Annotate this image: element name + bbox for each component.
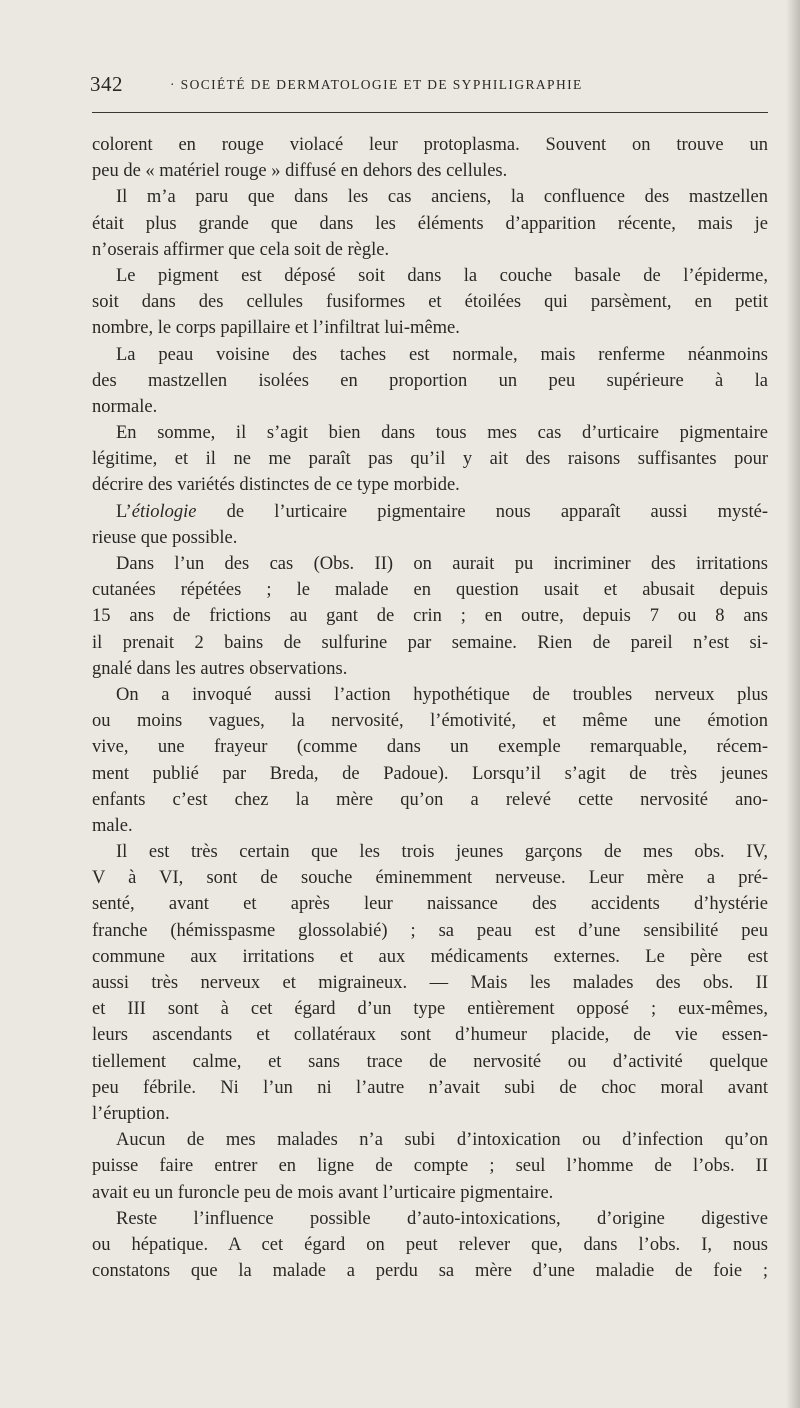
text-line: peu de « matériel rouge » diffusé en dehors des cellules. (92, 161, 508, 182)
text-line: Dans l’un des cas (Obs. II) on aurait pu incriminer des irritations (116, 554, 768, 574)
running-head (90, 72, 770, 106)
text-line: et III sont à cet égard d’un type entièrement opposé ; eux-mêmes, (92, 999, 768, 1020)
text-line: avait eu un furoncle peu de mois avant l’urticaire pigmentaire. (92, 1182, 554, 1203)
text-line: Il est très certain que les trois jeunes garçons de mes obs. IV, (116, 842, 768, 863)
text-line: V à VI, sont de souche éminemment nerveuse. Leur mère a pré- (92, 868, 768, 889)
text-line: La peau voisine des taches est normale, mais renferme néanmoins (116, 344, 768, 365)
text-line: enfants c’est chez la mère qu’on a relevé cette nervosité ano- (92, 789, 768, 810)
text-line: tiellement calme, et sans trace de nervosité ou d’activité quelque (92, 1051, 768, 1072)
text-line: normale. (92, 396, 158, 417)
text-line: légitime, et il ne me paraît pas qu’il y ait des raisons suffisantes pour (92, 449, 768, 470)
text-line: rieuse que possible. (92, 527, 238, 548)
text-line: vive, une frayeur (comme dans un exemple remarquable, récem- (92, 737, 768, 758)
text-line: colorent en rouge violacé leur protoplasma. Souvent on trouve un (92, 135, 768, 155)
text-line: était plus grande que dans les éléments d’apparition récente, mais je (92, 213, 768, 234)
text-line: aussi très nerveux et migraineux. — Mais les malades des obs. II (92, 973, 768, 993)
text-line: soit dans des cellules fusiformes et étoilées qui parsèment, en petit (92, 292, 768, 313)
text-line: puisse faire entrer en ligne de compte ; seul l’homme de l’obs. II (92, 1156, 768, 1177)
text-line: n’oserais affirmer que cela soit de règle. (92, 239, 390, 260)
text-fragment: L’ (116, 501, 132, 522)
text-line: décrire des variétés distinctes de ce type morbide. (92, 475, 460, 496)
text-line: Aucun de mes malades n’a subi d’intoxication ou d’infection qu’on (116, 1130, 768, 1151)
text-line: 15 ans de frictions au gant de crin ; en outre, depuis 7 ou 8 ans (92, 606, 768, 627)
text-line: senté, avant et après leur naissance des accidents d’hystérie (92, 894, 768, 915)
text-line: ment publié par Breda, de Padoue). Lorsqu’il s’agit de très jeunes (92, 763, 768, 784)
text-line: l’éruption. (92, 1103, 170, 1124)
text-line: leurs ascendants et collatéraux sont d’humeur placide, de vie essen- (92, 1025, 768, 1046)
body-text (92, 132, 768, 1284)
text-line: male. (92, 815, 133, 836)
text-line: ou hépatique. A cet égard on peut relever que, dans l’obs. I, nous (92, 1234, 768, 1255)
text-line: En somme, il s’agit bien dans tous mes cas d’urticaire pigmentaire (116, 423, 768, 444)
text-line: peu fébrile. Ni l’un ni l’autre n’avait subi de choc moral avant (92, 1077, 768, 1098)
header-rule (92, 112, 768, 113)
text-line: ou moins vagues, la nervosité, l’émotivité, et même une émotion (92, 711, 768, 732)
text-line: Il m’a paru que dans les cas anciens, la confluence des mastzellen (116, 187, 768, 208)
text-line: Le pigment est déposé soit dans la couche basale de l’épiderme, (116, 265, 768, 286)
text-line: commune aux irritations et aux médicaments externes. Le père est (92, 946, 768, 967)
text-line: constatons que la malade a perdu sa mère d’une maladie de foie ; (92, 1261, 768, 1282)
text-line: On a invoqué aussi l’action hypothétique de troubles nerveux plus (116, 684, 768, 705)
page-edge-shadow (786, 0, 800, 1408)
text-line: cutanées répétées ; le malade en question usait et abusait depuis (92, 580, 768, 601)
text-line: franche (hémisspasme glossolabié) ; sa peau est d’une sensibilité peu (92, 920, 768, 941)
text-line: Reste l’influence possible d’auto-intoxications, d’origine digestive (116, 1208, 768, 1229)
italic-term-etiologie: étiologie (131, 501, 197, 522)
text-line: il prenait 2 bains de sulfurine par semaine. Rien de pareil n’est si- (92, 632, 768, 653)
running-title: · SOCIÉTÉ DE DERMATOLOGIE ET DE SYPHILIGRAPHIE (170, 77, 583, 92)
text-line: nombre, le corps papillaire et l’infiltrat lui-même. (92, 318, 460, 339)
text-line: gnalé dans les autres observations. (92, 658, 348, 679)
text-line: des mastzellen isolées en proportion un peu supérieure à la (92, 370, 768, 391)
text-line-etiologie (92, 499, 768, 525)
text-fragment: de l’urticaire pigmentaire nous apparaît aussi mysté- (196, 501, 768, 522)
page-number: 342 (90, 72, 123, 96)
